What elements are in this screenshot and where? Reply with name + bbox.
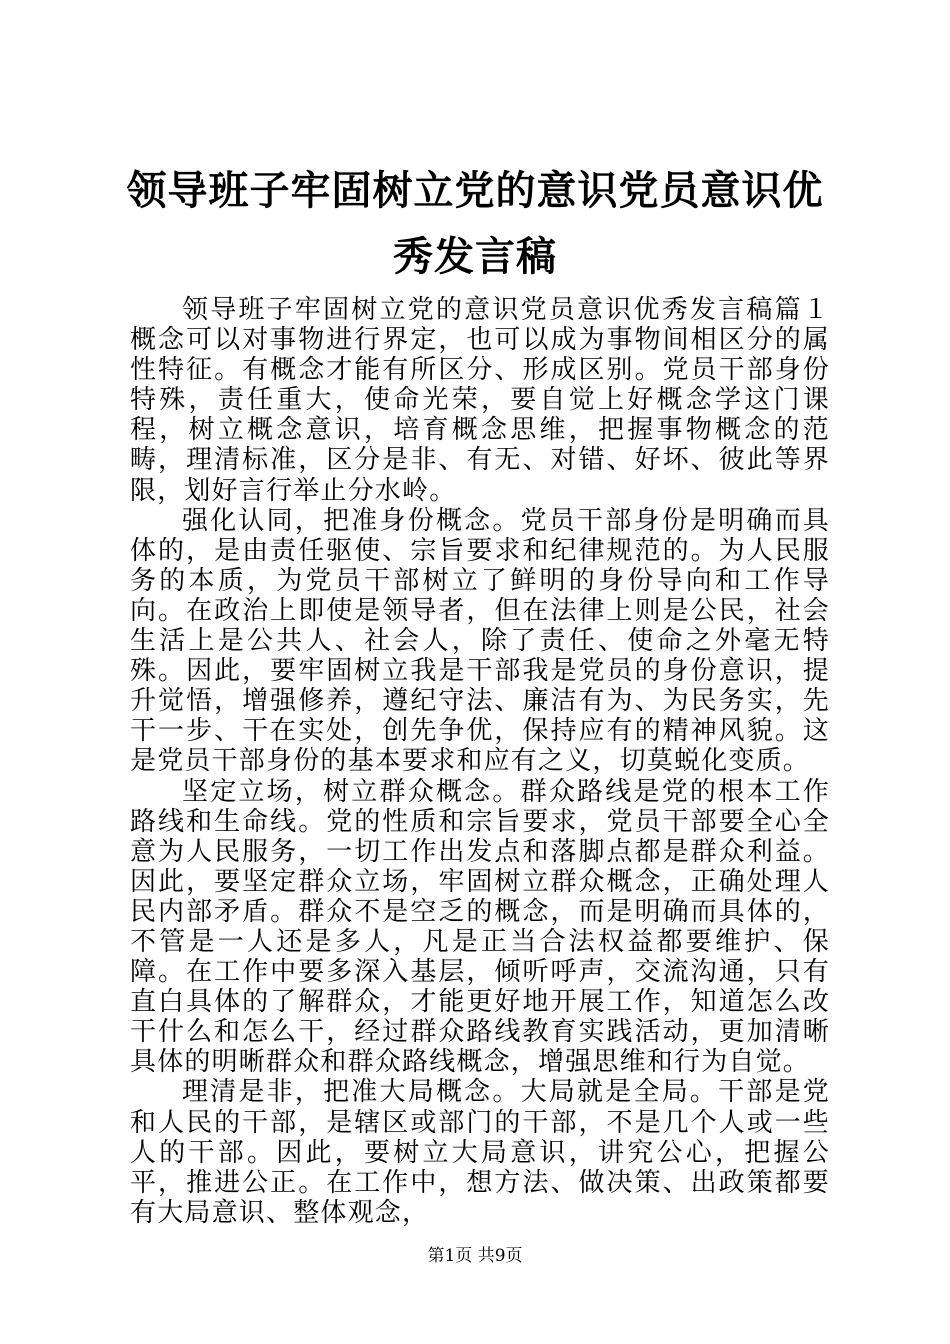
document-title: 领导班子牢固树立党的意识党员意识优秀发言稿: [126, 167, 824, 280]
paragraph: 强化认同，把准身份概念。党员干部身份是明确而具体的，是由责任驱使、宗旨要求和纪律规范的。为人民服务的本质，为党员干部树立了鲜明的身份导向和工作导向。在政治上即使是领导者，但在法律上则是公民，社会生活上是公共人、社会人，除了责任、使命之外毫无特殊。因此，要牢固树立我是干部我是党员的身份意识，提升觉悟，增强修养，遵纪守法、廉洁有为、为民务实，先干一步、干在实处，创先争优，保持应有的精神风貌。这是党员干部身份的基本要求和应有之义，切莫蜕化变质。: [130, 505, 830, 777]
paragraph: 理清是非，把准大局概念。大局就是全局。干部是党和人民的干部，是辖区或部门的干部，不是几个人或一些人的干部。因此，要树立大局意识，讲究公心，把握公平，推进公正。在工作中，想方法、做决策、出政策都要有大局意识、整体观念，: [130, 1077, 830, 1228]
paragraph: 领导班子牢固树立党的意识党员意识优秀发言稿篇１概念可以对事物进行界定，也可以成为事物间相区分的属性特征。有概念才能有所区分、形成区别。党员干部身份特殊，责任重大，使命光荣，要自觉上好概念学这门课程，树立概念意识，培育概念思维，把握事物概念的范畴，理清标准，区分是非、有无、对错、好坏、彼此等界限，划好言行举止分水岭。: [130, 295, 830, 506]
paragraph: 坚定立场，树立群众概念。群众路线是党的根本工作路线和生命线。党的性质和宗旨要求，党员干部要全心全意为人民服务，一切工作出发点和落脚点都是群众利益。因此，要坚定群众立场，牢固树立群众概念，正确处理人民内部矛盾。群众不是空乏的概念，而是明确而具体的，不管是一人还是多人，凡是正当合法权益都要维护、保障。在工作中要多深入基层，倾听呼声，交流沟通，只有直白具体的了解群众，才能更好地开展工作，知道怎么改干什么和怎么干，经过群众路线教育实践活动，更加清晰具体的明晰群众和群众路线概念，增强思维和行为自觉。: [130, 776, 830, 1078]
document-body: [130, 295, 830, 1228]
page-number-footer: 第1页 共9页: [427, 1246, 523, 1266]
